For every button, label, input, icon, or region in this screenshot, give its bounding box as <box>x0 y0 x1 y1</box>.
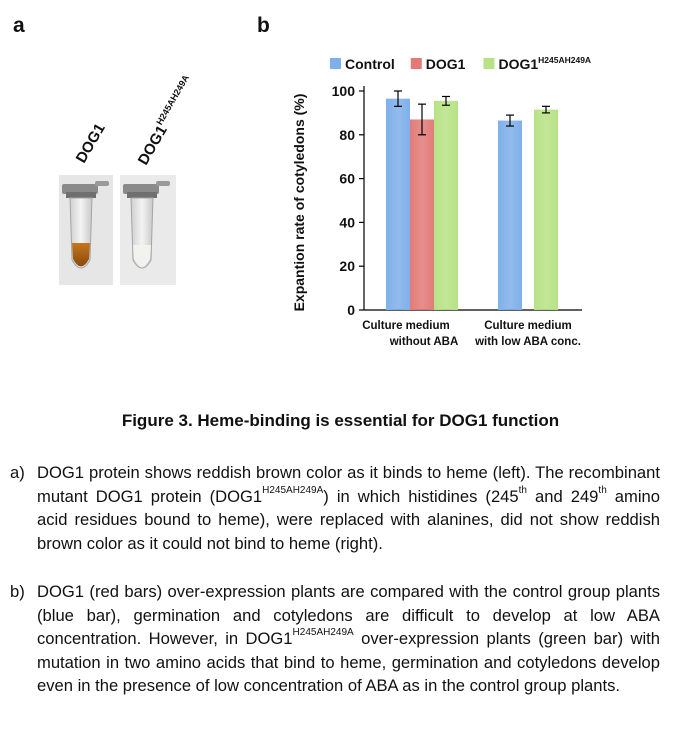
paragraph-a-text-4: amino acid residues bound to heme), were replaced with alanines, did not show reddish brown color as it could not bind to heme (right). <box>37 486 660 553</box>
tube-photographs <box>40 60 200 290</box>
tube-label-dog1-mutant <box>133 73 199 168</box>
y-tick-label: 0 <box>347 302 355 318</box>
paragraph-a-marker: a) <box>10 463 25 482</box>
paragraph-b-sup-1: H245AH249A <box>292 627 354 639</box>
tube-label-dog1-mutant-main: DOG1 <box>134 122 171 168</box>
paragraph-b-text <box>37 580 660 698</box>
paragraph-a-text <box>37 461 660 555</box>
bar-dog1-mutant-group2 <box>534 110 558 310</box>
tube-dog1 <box>59 175 113 285</box>
x-category-label-line1: Culture medium <box>362 320 450 332</box>
bar-dog1-mutant-group1 <box>434 101 458 310</box>
y-tick-label: 80 <box>339 126 355 143</box>
legend-label-control: Control <box>345 56 395 72</box>
x-category-label-line1: Culture medium <box>484 320 572 332</box>
legend-label-dog1-mutant: $DOG1^{H245AH249A}$ <box>498 55 592 72</box>
y-tick-label: 40 <box>339 214 355 231</box>
paragraph-b <box>10 580 660 698</box>
y-tick-label: 20 <box>339 258 355 275</box>
paragraph-a-sup-1: H245AH249A <box>262 484 324 496</box>
paragraph-a-sup-2: th <box>518 484 527 496</box>
panel-b-letter: b <box>257 14 270 37</box>
paragraph-a-text-1: DOG1 protein shows reddish brown color as it binds to heme (left). The recombinant mutant DOG1 protein (DOG1 <box>37 463 660 506</box>
bar-control-group1 <box>386 99 410 310</box>
paragraph-a <box>10 461 660 555</box>
tube-label-dog1-mutant-sup: H245AH249A <box>154 73 191 127</box>
tube-dog1-mutant <box>120 175 176 285</box>
paragraph-b-marker: b) <box>10 582 25 601</box>
x-category-label-line2: with low ABA conc. <box>475 336 581 348</box>
y-axis-label: Expantion rate of cotyledons (%) <box>291 93 307 312</box>
paragraph-a-text-2: ) in which histidines (245 <box>323 486 519 506</box>
y-tick-label: 100 <box>331 83 355 99</box>
legend-swatch-dog1-mutant <box>483 58 494 69</box>
paragraph-b-text-2: over-expression plants (green bar) with mutation in two amino acids that bind to heme, germination and cotyledons develop even in the presence of low concentration of ABA as in the control group plants. <box>37 629 660 695</box>
paragraph-a-sup-3: th <box>598 484 607 496</box>
paragraph-b-text-1: DOG1 (red bars) over-expression plants are compared with the control group plants (blue bar), germination and cotyledons are difficult to develop at low ABA concentration. However, in DOG1 <box>37 582 660 648</box>
y-tick-label: 60 <box>339 170 355 187</box>
legend-swatch-dog1 <box>411 58 422 69</box>
bar-chart <box>282 48 602 353</box>
bar-control-group2 <box>498 121 522 310</box>
figure-caption: Figure 3. Heme-binding is essential for DOG1 function <box>121 411 560 430</box>
tube-label-dog1: DOG1 <box>72 120 109 166</box>
x-category-label-line2: without ABA <box>389 336 459 348</box>
bar-dog1-group1 <box>410 119 434 310</box>
paragraph-a-text-3: and 249 <box>526 486 599 506</box>
legend-swatch-control <box>330 58 341 69</box>
legend-label-dog1: DOG1 <box>425 56 466 72</box>
panel-a-letter: a <box>13 14 25 37</box>
